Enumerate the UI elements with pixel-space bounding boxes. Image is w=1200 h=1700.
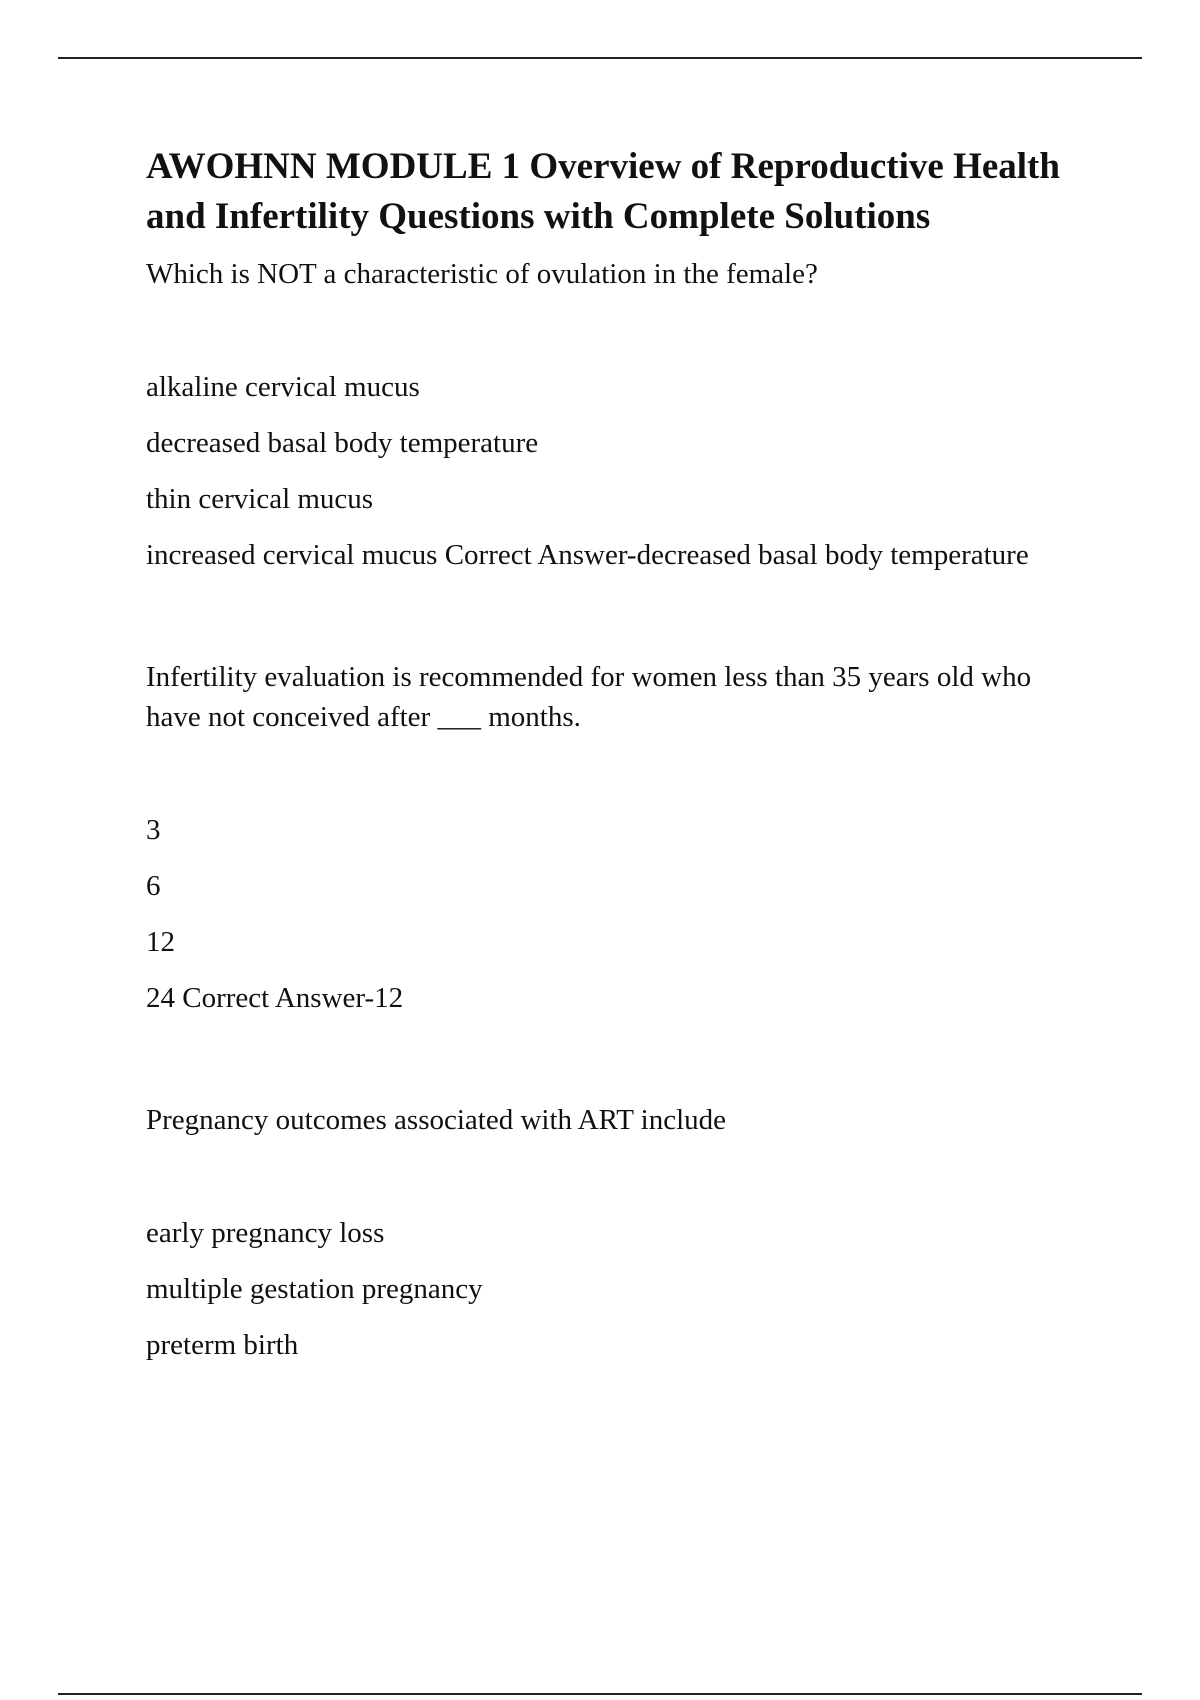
bottom-rule: [58, 1693, 1142, 1695]
top-rule: [58, 57, 1142, 59]
question-3: [146, 1100, 1086, 1365]
question-2-option-2: 6: [146, 870, 161, 902]
question-1-text: Which is NOT a characteristic of ovulation in the female?: [146, 258, 818, 290]
question-1-options: [146, 367, 1086, 575]
question-3-text: Pregnancy outcomes associated with ART include: [146, 1104, 727, 1136]
question-2-option-3: 12: [146, 926, 175, 958]
question-3-option-3: preterm birth: [146, 1329, 299, 1361]
question-1-option-3: thin cervical mucus: [146, 483, 374, 515]
question-3-option-1: early pregnancy loss: [146, 1217, 385, 1249]
question-1: [146, 254, 1086, 575]
document-title: AWOHNN MODULE 1 Overview of Reproductive Health and Infertility Questions with Complete Solutions: [146, 146, 1060, 237]
question-2-option-1: 3: [146, 814, 161, 846]
question-2-text: Infertility evaluation is recommended for women less than 35 years old who have not conceived after ___ months.: [146, 661, 1032, 733]
question-2-options: [146, 810, 1086, 1018]
question-1-option-1: alkaline cervical mucus: [146, 371, 420, 403]
question-1-option-2: decreased basal body temperature: [146, 427, 539, 459]
question-1-option-4-with-answer: increased cervical mucus Correct Answer-decreased basal body temperature: [146, 539, 1029, 571]
question-3-option-2: multiple gestation pregnancy: [146, 1273, 483, 1305]
question-3-options: [146, 1213, 1086, 1365]
document-body: [146, 142, 1086, 1365]
question-2: [146, 657, 1086, 1018]
question-2-option-4-with-answer: 24 Correct Answer-12: [146, 982, 404, 1014]
